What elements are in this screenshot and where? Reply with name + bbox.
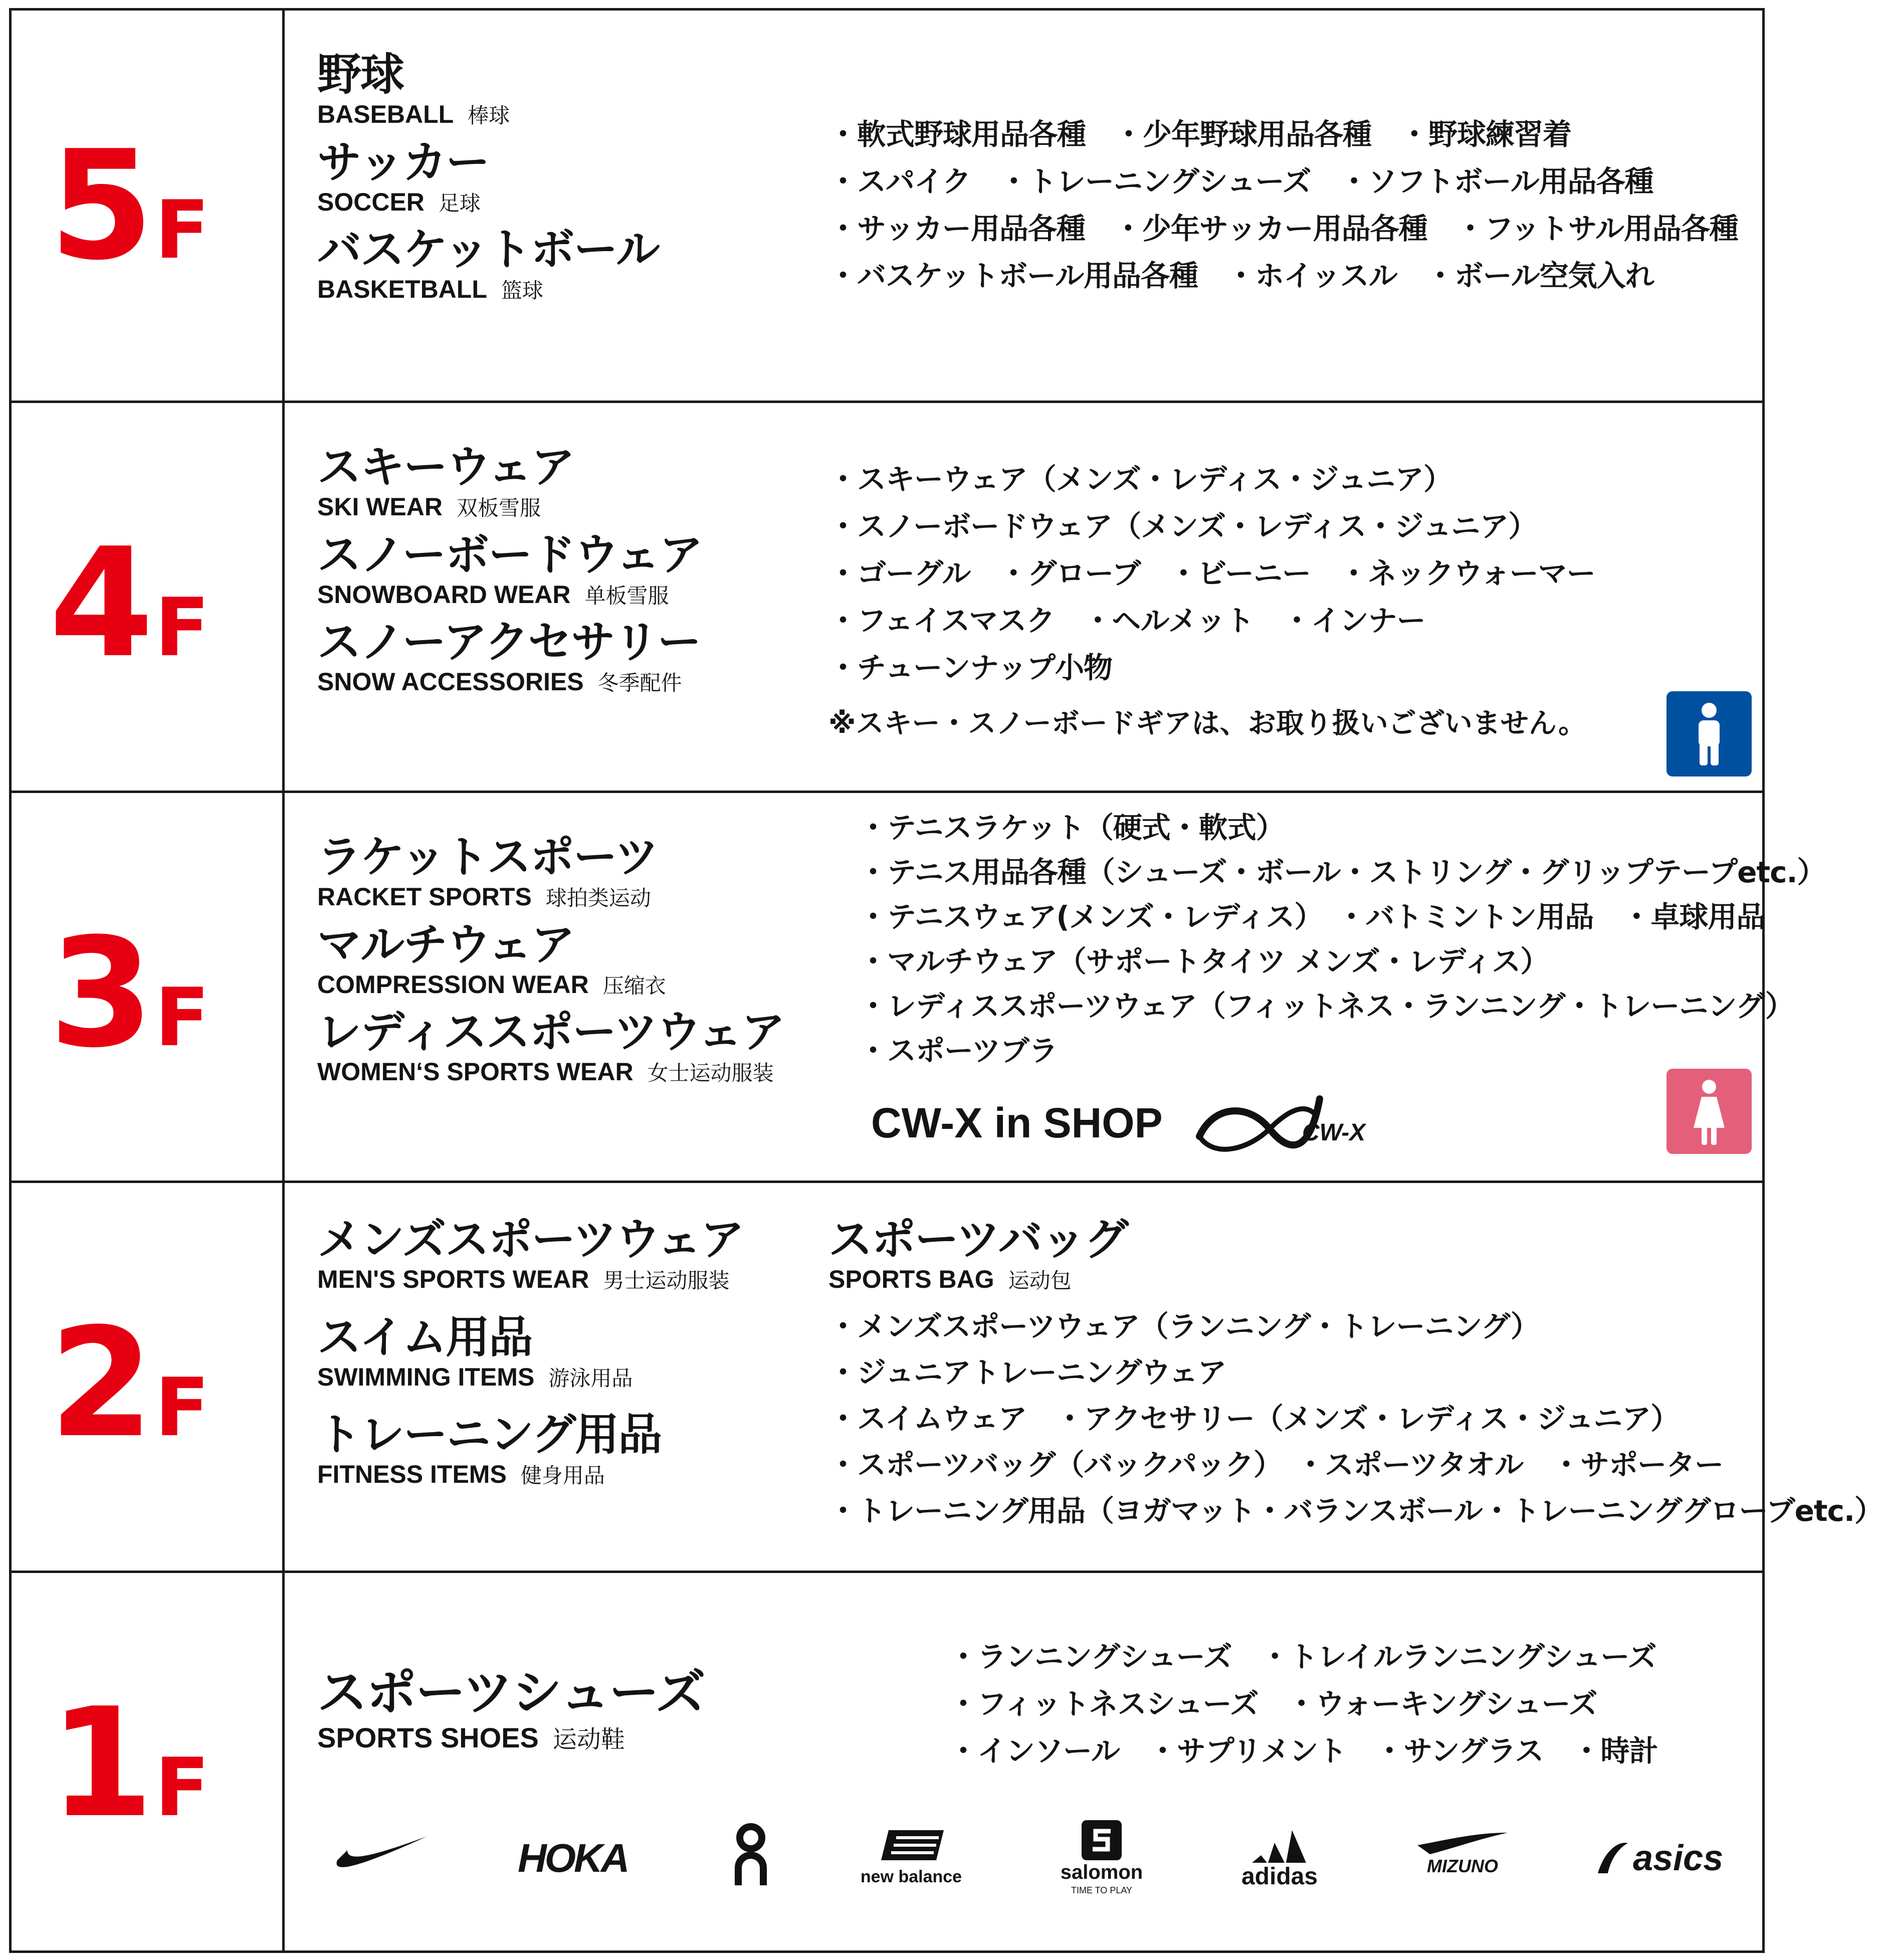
- list-item: ・ランニングシューズ ・トレイルランニングシューズ: [949, 1640, 1656, 1674]
- new-balance-logo: [854, 1825, 969, 1887]
- hoka-logo: HOKA: [518, 1836, 628, 1880]
- category-chinese: 双板雪服: [457, 496, 541, 521]
- floor-row-4f: [12, 401, 1762, 791]
- floor-guide-board: [9, 8, 1883, 1953]
- salomon-tagline: TIME TO PLAY: [1071, 1885, 1133, 1895]
- category-english: MEN'S SPORTS WEAR: [317, 1265, 589, 1294]
- list-item: ・レディススポーツウェア（フィットネス・ランニング・トレーニング）: [859, 989, 1794, 1023]
- category-fitness-items: [317, 1411, 743, 1489]
- list-item: ・テニスラケット（硬式・軟式）: [859, 811, 1285, 845]
- list-item: ・フィットネスシューズ ・ウォーキングシューズ: [949, 1687, 1597, 1721]
- list-item: ・テニス用品各種（シューズ・ボール・ストリング・グリップテープetc.）: [859, 855, 1826, 889]
- item-list: [949, 1633, 1658, 1775]
- category-title: トレーニング用品: [317, 1409, 662, 1461]
- category-english: SWIMMING ITEMS: [317, 1362, 535, 1391]
- male-restroom-icon: [1666, 691, 1752, 776]
- mizuno-text: MIZUNO: [1427, 1856, 1498, 1876]
- category-swimming-items: [317, 1313, 743, 1392]
- category-english: WOMEN‘S SPORTS WEAR: [317, 1058, 634, 1086]
- list-item: ・フェイスマスク ・ヘルメット ・インナー: [828, 604, 1425, 638]
- mizuno-logo: [1410, 1830, 1515, 1875]
- category-english: COMPRESSION WEAR: [317, 970, 589, 999]
- category-title: スイム用品: [317, 1311, 532, 1363]
- floor-number-5f: 5F: [49, 118, 210, 293]
- category-sports-shoes: [317, 1663, 705, 1754]
- floor-label-cell: [12, 1573, 285, 1950]
- category-chinese: 篮球: [501, 278, 543, 303]
- category-english: BASKETBALL: [317, 275, 487, 304]
- category-list: [317, 833, 784, 1096]
- asics-text: asics: [1633, 1838, 1724, 1878]
- category-list: [317, 1663, 705, 1763]
- floor-label-cell: [12, 11, 285, 401]
- category-title: メンズスポーツウェア: [317, 1214, 744, 1265]
- category-ski-wear: [317, 443, 702, 522]
- category-list: [317, 51, 659, 313]
- category-english: SKI WEAR: [317, 493, 443, 521]
- category-mens-sports-wear: [317, 1216, 743, 1294]
- category-title: サッカー: [317, 136, 489, 188]
- category-compression-wear: [317, 918, 784, 1000]
- female-restroom-icon: [1666, 1069, 1752, 1154]
- category-chinese: 女士运动服装: [647, 1061, 774, 1086]
- list-item: ・スイムウェア ・アクセサリー（メンズ・レディス・ジュニア）: [828, 1402, 1680, 1436]
- floor-number-4f: 4F: [49, 516, 210, 691]
- list-item: ・サッカー用品各種 ・少年サッカー用品各種 ・フットサル用品各種: [828, 212, 1738, 246]
- category-chinese: 球拍类运动: [545, 886, 651, 911]
- item-list: [859, 806, 1826, 1073]
- category-snowboard-wear: [317, 528, 702, 610]
- category-chinese: 男士运动服装: [603, 1268, 730, 1293]
- cwx-logo: [1194, 1084, 1375, 1159]
- category-racket-sports: [317, 833, 784, 912]
- category-title: スポーツバッグ: [828, 1214, 1128, 1265]
- floor-label-cell: [12, 793, 285, 1181]
- cwx-logo-text: CW-X: [1302, 1119, 1366, 1146]
- list-item: ・インソール ・サプリメント ・サングラス ・時計: [949, 1734, 1658, 1768]
- adidas-text: adidas: [1241, 1863, 1318, 1890]
- category-title: スノーアクセサリー: [317, 616, 701, 668]
- category-english: SOCCER: [317, 187, 425, 216]
- category-chinese: 运动鞋: [552, 1725, 625, 1753]
- category-womens-sports-wear: [317, 1008, 784, 1087]
- list-item: ・トレーニング用品（ヨガマット・バランスボール・トレーニンググローブetc.）: [828, 1494, 1883, 1528]
- list-item: ・バスケットボール用品各種 ・ホイッスル ・ボール空気入れ: [828, 259, 1654, 293]
- list-item: ・軟式野球用品各種 ・少年野球用品各種 ・野球練習着: [828, 117, 1572, 151]
- category-chinese: 压缩衣: [602, 973, 666, 998]
- category-title: マルチウェア: [317, 918, 574, 970]
- category-english: SPORTS BAG: [828, 1265, 994, 1294]
- salomon-logo: [1044, 1820, 1159, 1896]
- list-item: ・テニスウェア(メンズ・レディス） ・バトミントン用品 ・卓球用品: [859, 900, 1765, 934]
- floor-number-2f: 2F: [49, 1296, 210, 1471]
- category-chinese: 运动包: [1008, 1268, 1072, 1293]
- new-balance-text: new balance: [860, 1867, 962, 1886]
- list-item: ・ジュニアトレーニングウェア: [828, 1355, 1226, 1390]
- list-item: ・ゴーグル ・グローブ ・ビーニー ・ネックウォーマー: [828, 556, 1595, 591]
- floor-row-5f: [12, 11, 1762, 401]
- item-list: [828, 111, 1738, 299]
- list-item: ・スキーウェア（メンズ・レディス・ジュニア）: [828, 462, 1452, 496]
- item-list: [828, 456, 1595, 741]
- list-item: ・メンズスポーツウェア（ランニング・トレーニング）: [828, 1309, 1540, 1343]
- floor-label-cell: [12, 1183, 285, 1571]
- notice-text: ※スキー・スノーボードギアは、お取り扱いございません。: [828, 707, 1587, 740]
- category-title: スキーウェア: [317, 441, 574, 493]
- category-chinese: 冬季配件: [597, 671, 682, 696]
- floor-row-3f: [12, 791, 1826, 1181]
- category-title: スポーツシューズ: [317, 1663, 705, 1722]
- list-item: ・スポーツバッグ（バックパック） ・スポーツタオル ・サポーター: [828, 1448, 1724, 1482]
- category-chinese: 足球: [438, 190, 481, 216]
- floor-number-3f: 3F: [49, 906, 210, 1081]
- category-list: [317, 443, 702, 706]
- category-english: SPORTS SHOES: [317, 1722, 539, 1753]
- list-item: ・マルチウェア（サポートタイツ メンズ・レディス）: [859, 944, 1549, 978]
- category-chinese: 健身用品: [520, 1463, 605, 1488]
- category-english: FITNESS ITEMS: [317, 1460, 507, 1489]
- category-english: SNOWBOARD WEAR: [317, 580, 571, 609]
- list-item: ・チューンナップ小物: [828, 651, 1112, 685]
- category-title: ラケットスポーツ: [317, 831, 658, 883]
- list-item: ・スポーツブラ: [859, 1034, 1058, 1068]
- floor-label-cell: [12, 403, 285, 791]
- on-logo: [728, 1820, 773, 1892]
- category-chinese: 游泳用品: [548, 1365, 633, 1391]
- list-item: ・スパイク ・トレーニングシューズ ・ソフトボール用品各種: [828, 164, 1653, 199]
- salomon-text: salomon: [1060, 1861, 1143, 1883]
- floor-row-1f: [12, 1571, 1762, 1950]
- adidas-logo: [1229, 1825, 1330, 1889]
- floor-row-2f: [12, 1181, 1883, 1571]
- category-snow-accessories: [317, 618, 702, 697]
- category-sports-bag: [828, 1216, 1128, 1294]
- category-list: [317, 1216, 743, 1498]
- category-chinese: 棒球: [468, 103, 510, 128]
- category-title: 野球: [317, 49, 404, 100]
- category-title: レディススポーツウェア: [317, 1006, 784, 1058]
- floor-number-1f: 1F: [49, 1676, 210, 1851]
- cwx-shop-label: CW-X in SHOP: [871, 1099, 1163, 1146]
- list-item: ・スノーボードウェア（メンズ・レディス・ジュニア）: [828, 509, 1537, 543]
- asics-logo: [1595, 1838, 1723, 1879]
- category-title: バスケットボール: [317, 224, 659, 276]
- category-basketball: [317, 226, 659, 304]
- category-english: BASEBALL: [317, 100, 454, 129]
- category-baseball: [317, 51, 659, 129]
- category-english: RACKET SPORTS: [317, 883, 532, 911]
- item-list: [828, 1303, 1883, 1534]
- nike-logo: [332, 1825, 433, 1872]
- category-title: スノーボードウェア: [317, 528, 702, 580]
- category-soccer: [317, 138, 659, 217]
- category-chinese: 单板雪服: [584, 583, 669, 608]
- category-english: SNOW ACCESSORIES: [317, 668, 584, 696]
